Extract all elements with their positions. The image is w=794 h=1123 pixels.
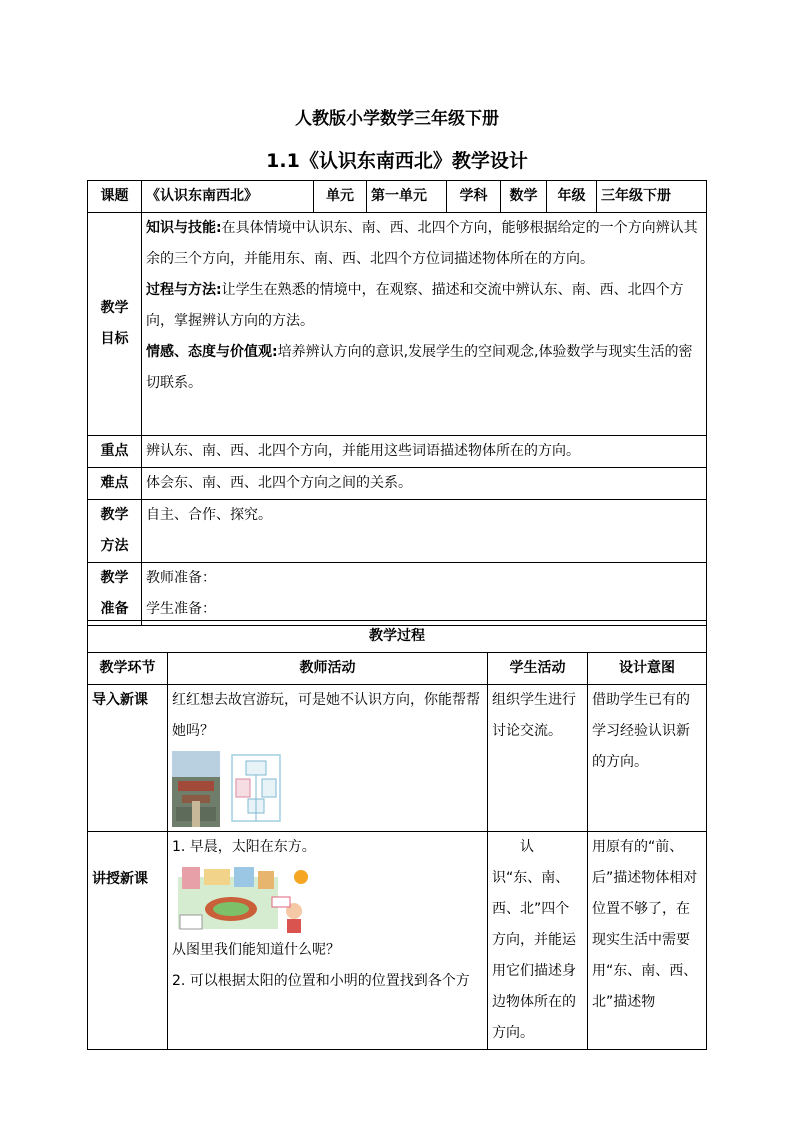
goal-process: 过程与方法:让学生在熟悉的情境中，在观察、描述和交流中辨认东、南、西、北四个方向，掌握辨认方向的方法。	[146, 282, 684, 329]
student-activity-new: 认识“东、南、西、北”四个方向，并能运用它们描述身边物体所在的方向。	[488, 832, 588, 1050]
key-label: 重点	[88, 436, 142, 468]
unit-value: 第一单元	[367, 181, 447, 213]
goals-label: 教学 目标	[88, 213, 142, 436]
difficulty-label: 难点	[88, 468, 142, 500]
difficulty-text: 体会东、南、西、北四个方向之间的关系。	[142, 468, 707, 500]
course-label: 课题	[88, 181, 142, 213]
palace-map-diagram	[230, 751, 282, 827]
course-value: 《认识东南西北》	[142, 181, 314, 213]
teacher-activity-new: 1. 早晨，太阳在东方。 从图里我们能知道什么呢？ 2. 可以根据太阳的位置和小明的位置找到各个方	[168, 832, 488, 1050]
grade-label: 年级	[547, 181, 597, 213]
col-header-intent: 设计意图	[588, 653, 707, 685]
student-prep: 学生准备：	[146, 601, 216, 617]
process-table	[87, 620, 707, 1050]
intent-intro: 借助学生已有的学习经验认识新的方向。	[588, 685, 707, 832]
intro-images	[172, 751, 483, 827]
method-text: 自主、合作、探究。	[142, 500, 707, 563]
forbidden-city-photo	[172, 751, 220, 827]
prep-label: 教学 准备	[88, 563, 142, 626]
intent-new: 用原有的“前、后”描述物体相对位置不够了，在现实生活中需要用“东、南、西、北”描述物	[588, 832, 707, 1050]
goal-knowledge: 知识与技能:在具体情境中认识东、南、西、北四个方向，能够根据给定的一个方向辨认其余的三个方向，并能用东、南、西、北四个方位词描述物体所在的方向。	[146, 220, 698, 267]
subject-value: 数学	[501, 181, 547, 213]
document-title: 人教版小学数学三年级下册	[295, 109, 499, 129]
lesson-info-table	[87, 180, 707, 626]
student-activity-intro: 组织学生进行讨论交流。	[488, 685, 588, 832]
stage-intro: 导入新课	[88, 685, 168, 832]
col-header-student: 学生活动	[488, 653, 588, 685]
method-label: 教学 方法	[88, 500, 142, 563]
process-heading: 教学过程	[88, 621, 707, 653]
document-subtitle: 1.1《认识东南西北》教学设计	[266, 150, 528, 172]
goal-emotion: 情感、态度与价值观:培养辨认方向的意识,发展学生的空间观念,体验数学与现实生活的密切联系。	[146, 344, 693, 391]
campus-scene-illustration	[176, 863, 316, 935]
unit-label: 单元	[314, 181, 367, 213]
grade-value: 三年级下册	[597, 181, 707, 213]
stage-new: 讲授新课	[88, 832, 168, 1050]
col-header-stage: 教学环节	[88, 653, 168, 685]
prep-content	[142, 563, 707, 626]
subject-label: 学科	[447, 181, 501, 213]
teacher-prep: 教师准备：	[146, 570, 216, 586]
key-text: 辨认东、南、西、北四个方向，并能用这些词语描述物体所在的方向。	[142, 436, 707, 468]
col-header-teacher: 教师活动	[168, 653, 488, 685]
goals-content	[142, 213, 707, 436]
teacher-activity-intro: 红红想去故宫游玩，可是她不认识方向，你能帮帮她吗？	[168, 685, 488, 832]
